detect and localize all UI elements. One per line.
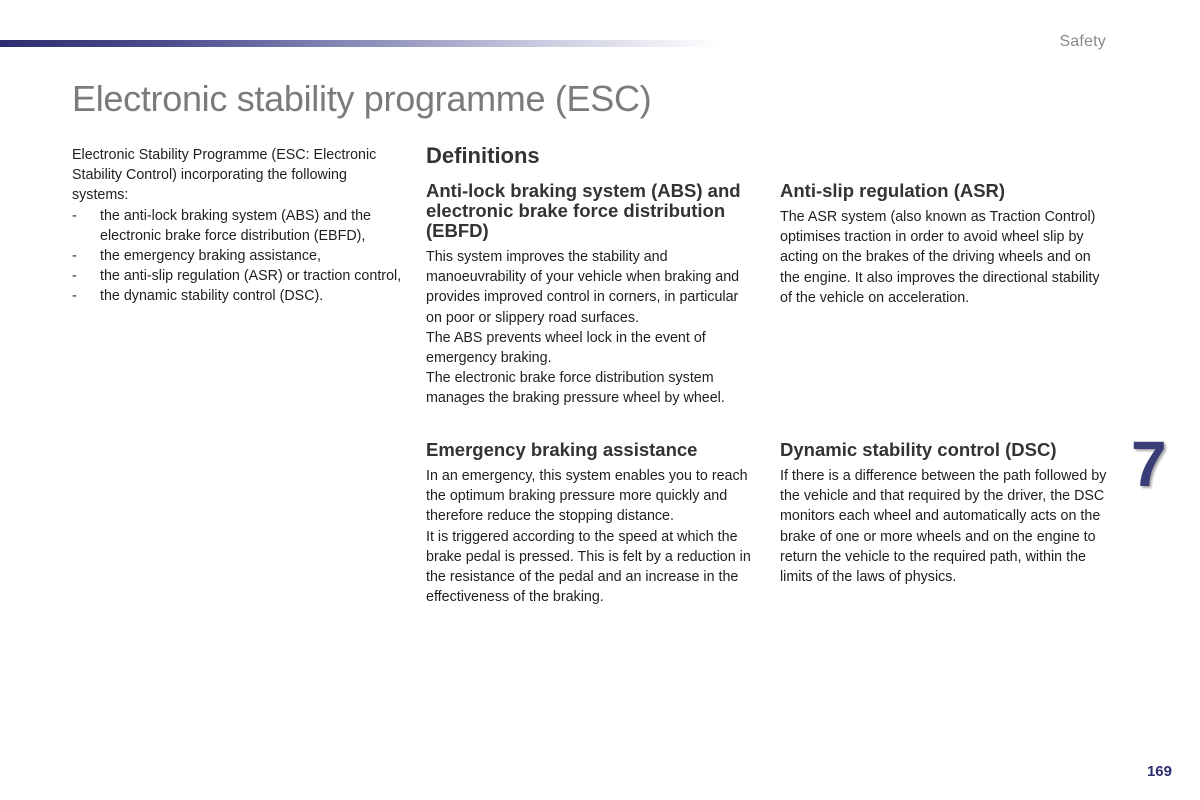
list-item — [72, 206, 402, 246]
list-item-text: the anti-lock braking system (ABS) and the electronic brake force distribution (EBFD), — [100, 207, 371, 244]
dsc-heading: Dynamic stability control (DSC) — [780, 439, 1057, 460]
list-item-text: the anti-slip regulation (ASR) or traction control, — [100, 268, 402, 285]
bullet-dash: - — [72, 288, 77, 305]
bullet-dash: - — [72, 207, 77, 224]
page-title: Electronic stability programme (ESC) — [72, 78, 652, 119]
chapter-number: 7 — [1131, 428, 1167, 500]
eba-paragraph: In an emergency, this system enables you to reach the optimum braking pressure more quickly and therefore reduce the stopping distance. — [426, 468, 748, 525]
abs-paragraph: The ABS prevents wheel lock in the event of emergency braking. — [426, 329, 706, 367]
list-item-text: the emergency braking assistance, — [100, 248, 321, 265]
abs-paragraph: This system improves the stability and manoeuvrability of your vehicle when braking and provides improved control in corners, in particular on poor or slippery road surfaces. — [426, 249, 740, 326]
eba-heading: Emergency braking assistance — [426, 439, 698, 460]
section-label: Safety — [1059, 33, 1106, 50]
asr-paragraph: The ASR system (also known as Traction Control) optimises traction in order to avoid wheel slip by acting on the brakes of the driving wheels and on the engine. It also improves the directional stability of the vehicle on acceleration. — [780, 209, 1100, 306]
dsc-definition — [780, 440, 1110, 587]
bullet-dash: - — [72, 248, 77, 265]
page-number: 169 — [1146, 763, 1172, 780]
list-item-text: the dynamic stability control (DSC). — [100, 288, 324, 305]
eba-definition — [426, 440, 756, 607]
list-item — [72, 246, 402, 266]
asr-definition — [780, 181, 1110, 308]
intro-text: Electronic Stability Programme (ESC: Electronic Stability Control) incorporating the following systems: — [72, 147, 377, 204]
definitions-heading: Definitions — [426, 143, 540, 168]
abs-paragraph: The electronic brake force distribution system manages the braking pressure wheel by wheel. — [426, 370, 725, 407]
abs-definition — [426, 181, 756, 409]
header-gradient-bar — [0, 40, 720, 47]
abs-heading: Anti-lock braking system (ABS) and electronic brake force distribution (EBFD) — [426, 180, 741, 241]
asr-heading: Anti-slip regulation (ASR) — [780, 180, 1006, 201]
intro-column — [72, 145, 402, 307]
list-item — [72, 286, 402, 306]
eba-paragraph: It is triggered according to the speed at which the brake pedal is pressed. This is felt by a reduction in the resistance of the pedal and an increase in the effectiveness of the braking. — [426, 528, 751, 606]
dsc-paragraph: If there is a difference between the path followed by the vehicle and that required by the driver, the DSC monitors each wheel and automatically acts on the brake of one or more wheels and on the engine to return the vehicle to the required path, within the limits of the laws of physics. — [780, 468, 1107, 586]
systems-list — [72, 206, 402, 307]
bullet-dash: - — [72, 268, 77, 285]
list-item — [72, 266, 402, 286]
